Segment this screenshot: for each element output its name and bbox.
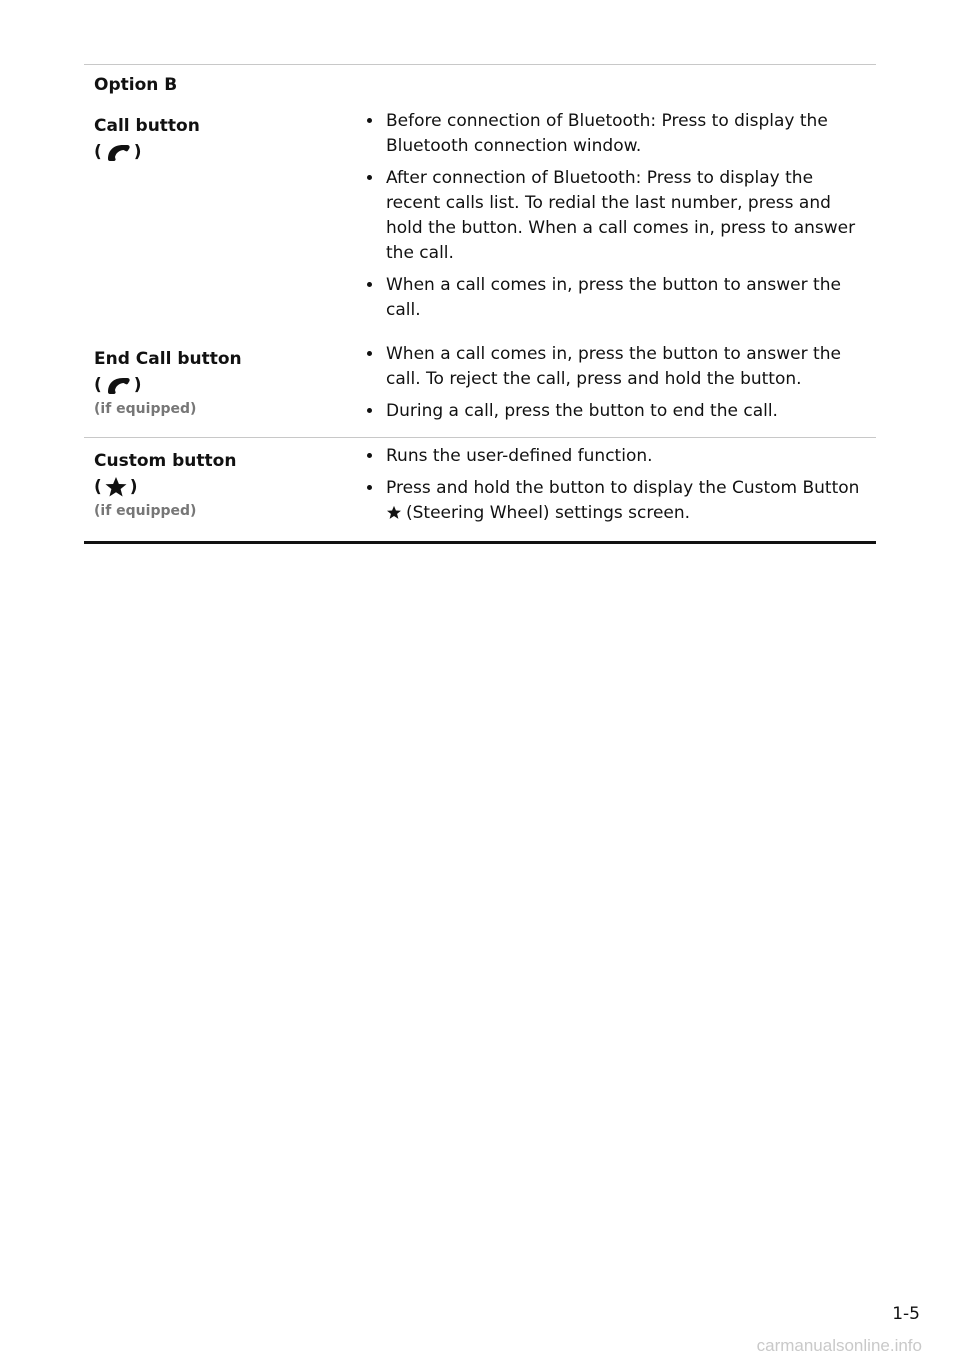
list-item: Runs the user-defined function. bbox=[346, 444, 866, 469]
list-item: After connection of Bluetooth: Press to display the recent calls list. To redial the last number, press and hold the button. When a call comes in, press to answer the call. bbox=[346, 166, 866, 266]
list-item-text: (Steering Wheel) settings screen. bbox=[406, 503, 691, 523]
table-row-call-button bbox=[84, 103, 876, 336]
button-label-cell bbox=[84, 336, 346, 437]
list-item: When a call comes in, press the button to answer the call. bbox=[346, 273, 866, 323]
list-item-text: Press and hold the button to display the Custom Button bbox=[386, 478, 860, 498]
page-number: 1-5 bbox=[892, 1304, 920, 1324]
table-row-custom-button bbox=[84, 437, 876, 541]
watermark: carmanualsonline.info bbox=[756, 1336, 922, 1355]
phone-handset-icon bbox=[104, 142, 132, 162]
button-name: End Call button bbox=[94, 349, 242, 369]
button-name: Custom button bbox=[94, 451, 237, 471]
star-icon bbox=[386, 503, 402, 528]
list-item: Before connection of Bluetooth: Press to display the Bluetooth connection window. bbox=[346, 109, 866, 159]
phone-handset-icon bbox=[104, 375, 132, 395]
button-description-cell bbox=[346, 438, 876, 541]
button-description-cell bbox=[346, 103, 876, 336]
button-function-table bbox=[84, 64, 876, 544]
button-label-cell bbox=[84, 103, 346, 336]
availability-note: (if equipped) bbox=[94, 401, 197, 417]
list-item bbox=[346, 476, 866, 528]
list-item: When a call comes in, press the button to answer the call. To reject the call, press and hold the button. bbox=[346, 342, 866, 392]
button-glyph: ( ) bbox=[94, 375, 142, 395]
star-icon bbox=[104, 476, 128, 498]
button-description-cell bbox=[346, 336, 876, 437]
list-item: During a call, press the button to end the call. bbox=[346, 399, 866, 424]
button-glyph: ( ) bbox=[94, 477, 138, 497]
description-list bbox=[346, 109, 866, 323]
availability-note: (if equipped) bbox=[94, 503, 197, 519]
description-list bbox=[346, 342, 866, 424]
table-row-end-call-button bbox=[84, 336, 876, 437]
section-title: Option B bbox=[94, 75, 178, 95]
button-name: Call button bbox=[94, 116, 200, 136]
description-list bbox=[346, 444, 866, 528]
button-label-cell bbox=[84, 438, 346, 541]
button-glyph: ( ) bbox=[94, 142, 142, 162]
